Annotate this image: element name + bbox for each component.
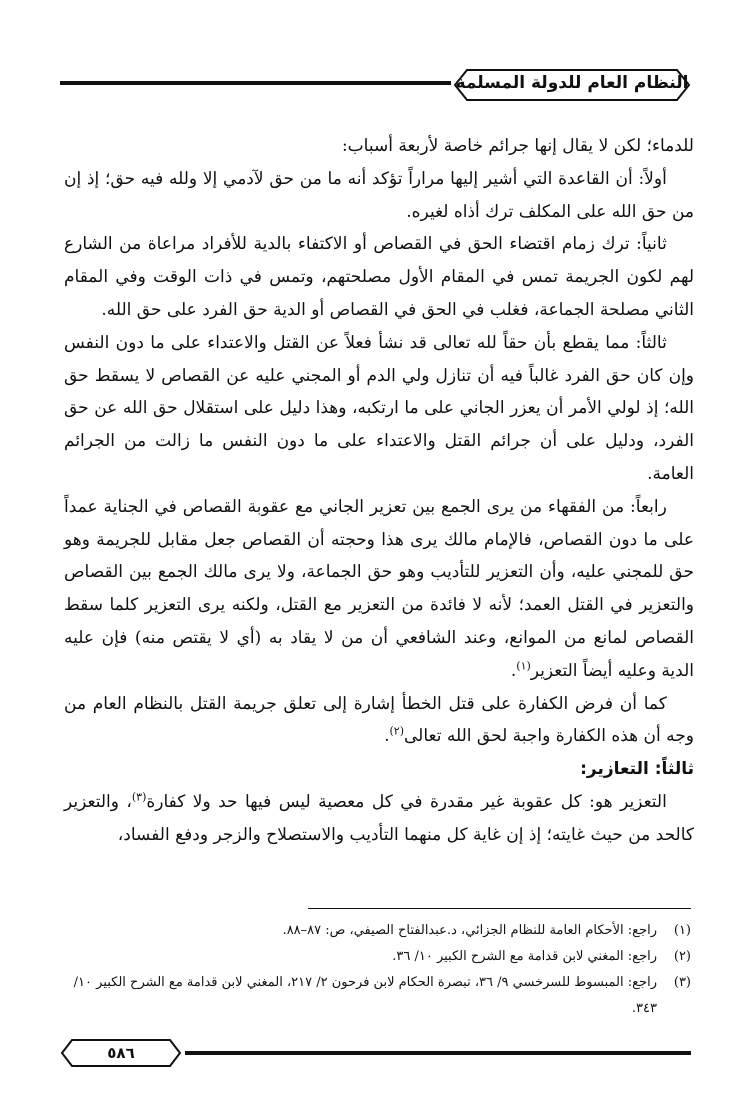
page-footer [60,1038,691,1078]
footnote-ref: (٣) [131,790,147,804]
paragraph-text: كما أن فرض الكفارة على قتل الخطأ إشارة إلى تعلق جريمة القتل بالنظام العام من وجه أن هذه الكفارة واجبة لحق الله تعالى [64,693,694,747]
page-body [64,130,694,852]
footnote-text: راجع: المبسوط للسرخسي ٩/ ٣٦، تبصرة الحكام لابن فرحون ٢/ ٢١٧، المغني لابن قدامة مع الشرح الكبير ١٠/ ٣٤٣. [73,975,657,1016]
footnote [64,918,691,944]
running-header [60,68,691,108]
paragraph: للدماء؛ لكن لا يقال إنها جرائم خاصة لأربعة أسباب: [341,136,694,156]
footnote [64,944,691,970]
paragraph: كما أن فرض الكفارة على قتل الخطأ إشارة إلى تعلق جريمة القتل بالنظام العام من وجه أن هذه الكفارة واجبة لحق الله تعالى$^{(٢)}$. [64,693,694,747]
paragraph [64,786,694,852]
header-title: النظام العام للدولة المسلمة [455,73,689,93]
header-title-tab [453,68,691,102]
paragraph: رابعاً: من الفقهاء من يرى الجمع بين تعزير الجاني مع عقوبة القصاص في الجناية عمداً على ما دون القصاص، فالإمام مالك يرى هذا وحجته أن القصاص جعل مقابل للجريمة وهو حق للمجني عليه، وأن التعزير للتأديب وهو حق الجماعة، ولا يرى مالك الجمع بين القصاص والتعزير في القتل العمد؛ لأنه لا فائدة من التعزير مع القتل، ولكنه يرى التعزير كلما سقط القصاص لمانع من الموانع، وعند الشافعي أن من لا يقاد به (أي لا يقتص منه) فإن عليه الدية وعليه أيضاً التعزير$^{(١)}$. [64,496,694,681]
paragraph-text: رابعاً: من الفقهاء من يرى الجمع بين تعزير الجاني مع عقوبة القصاص في الجناية عمداً على ما دون القصاص، فالإمام مالك يرى هذا وحجته أن القصاص جعل مقابل للجريمة وهو حق للمجني عليه، وأن التعزير للتأديب وهو حق الجماعة، ولا يرى مالك الجمع بين القصاص والتعزير في القتل العمد؛ لأنه لا فائدة من التعزير مع القتل، ولكنه يرى التعزير كلما سقط القصاص لمانع من الموانع، وعند الشافعي أن من لا يقاد به (أي لا يقتص منه) فإن عليه الدية وعليه أيضاً التعزير [64,496,694,681]
header-rule [60,81,451,85]
paragraph: أولاً: أن القاعدة التي أشير إليها مراراً تؤكد أنه ما من حق لآدمي إلا ولله فيه حق؛ إذ إن من حق الله على المكلف ترك أذاه لغيره. [64,168,694,222]
footnote-number: (١) [673,923,691,938]
footer-rule [185,1051,691,1055]
footnote-separator [308,908,691,909]
section-heading: ثالثاً: التعازير: [580,759,694,780]
footnote-ref: (٢) [389,724,405,738]
footnote [64,970,691,1022]
paragraph-text: التعزير هو: كل عقوبة غير مقدرة في كل معصية ليس فيها حد ولا كفارة [146,791,667,812]
paragraph: ثالثاً: مما يقطع بأن حقاً لله تعالى قد نشأ فعلاً عن القتل والاعتداء على ما دون النفس وإن كان حق الفرد غالباً فيه أن تنازل ولي الدم أو المجني عليه عن القصاص لا يسقط حق الله؛ إذ لولي الأمر أن يعزر الجاني على ما ارتكبه، وهذا دليل على استقلال حق الله عن حق الفرد، ودليل على أن جرائم القتل والاعتداء على ما دون النفس ما زالت من الجرائم العامة. [64,332,694,484]
footnote-number: (٢) [673,949,691,964]
footnotes [64,918,691,1022]
footnote-text: راجع: المغني لابن قدامة مع الشرح الكبير ١٠/ ٣٦. [392,949,657,964]
footnote-number: (٣) [673,975,691,990]
footnote-ref: (١) [516,659,531,673]
page-number: ٥٨٦ [107,1044,135,1062]
paragraph: ثانياً: ترك زمام اقتضاء الحق في القصاص أو الاكتفاء بالدية للأفراد مراعاة من الشارع لهم لكون الجريمة تمس في المقام الأول مصلحتهم، وتمس في ذات الوقت وفي المقام الثاني مصلحة الجماعة، فغلب في الحق في القصاص أو الدية حق الفرد على حق الله. [64,234,694,320]
footnote-text: راجع: الأحكام العامة للنظام الجزائي، د.عبدالفتاح الصيفي، ص: ٨٧–٨٨. [282,923,657,938]
page-number-tab [60,1038,182,1068]
paragraph-text: ، والتعزير كالحد من حيث غايته؛ إذ إن غاية كل منهما التأديب والاستصلاح والزجر ودفع الفساد، [64,791,694,845]
